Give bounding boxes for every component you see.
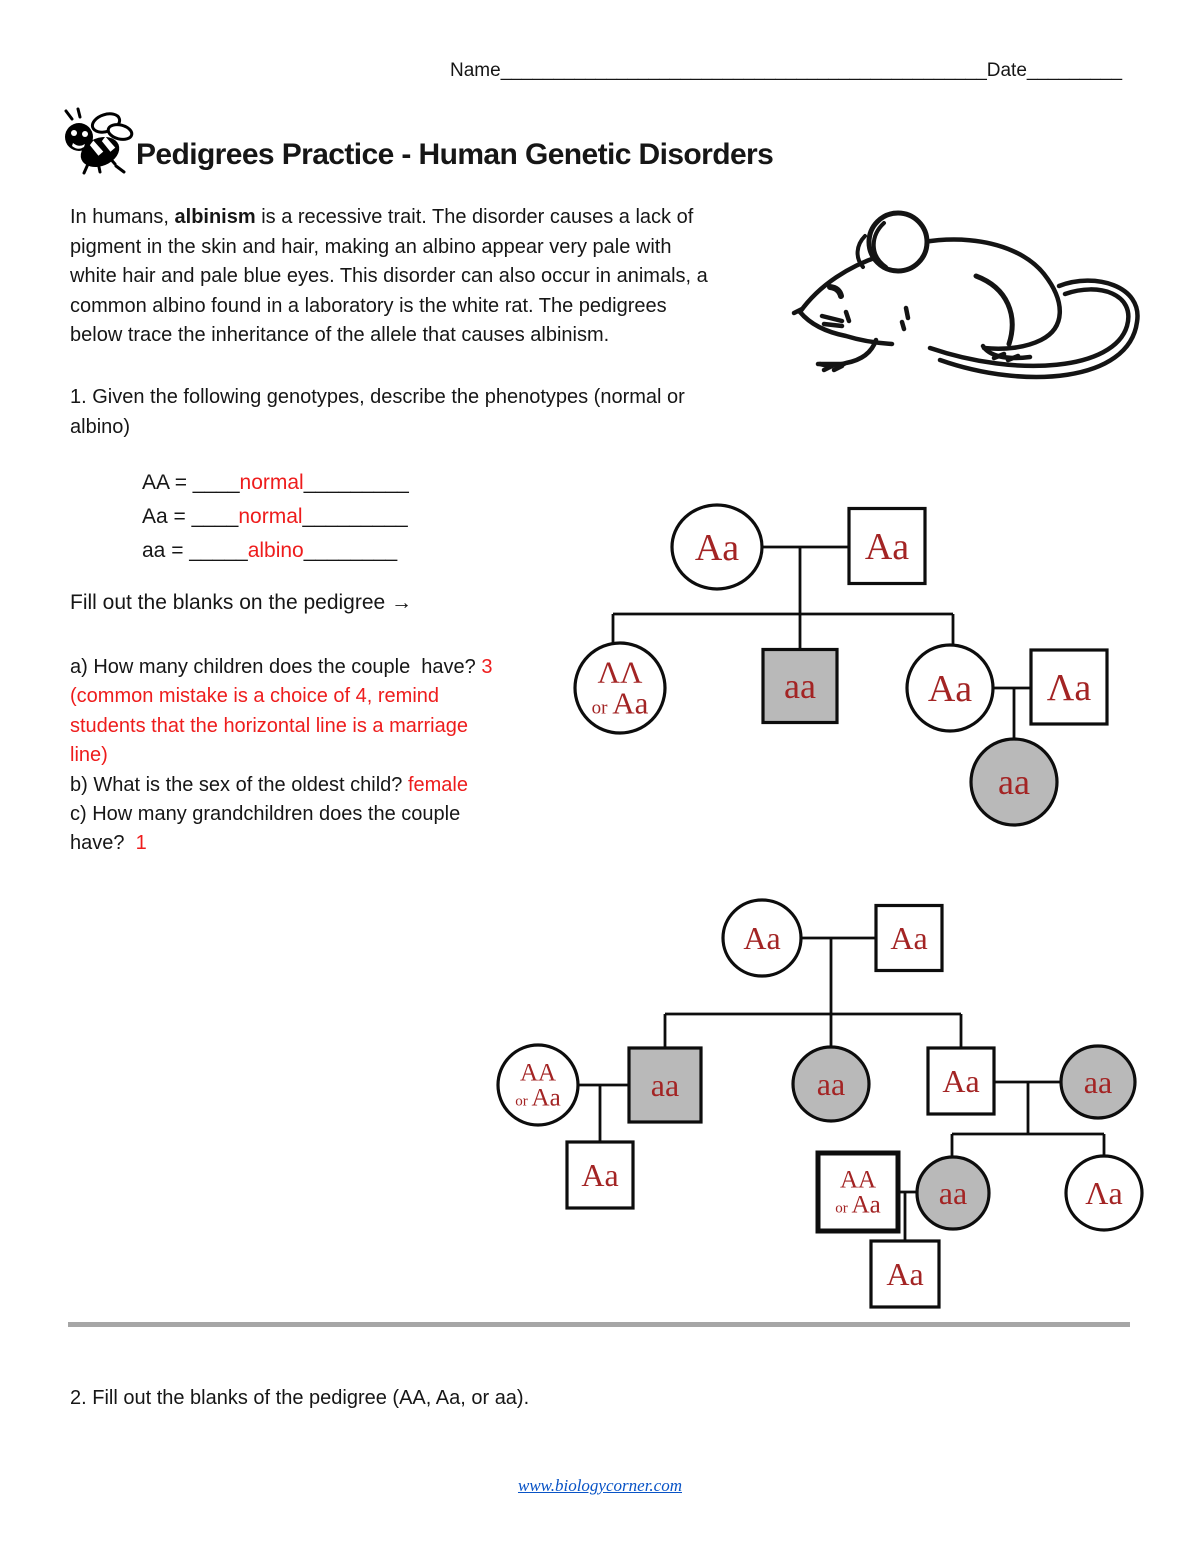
pedigree-node-label: aa — [1083, 1063, 1113, 1100]
intro-paragraph: In humans, albinism is a recessive trait. The disorder causes a lack of pigment in the skin and hair, making an albino appear very pale with white hair and pale blue eyes. This disorder can also occur in animals, a common albino found in a laboratory is the white rat. The pedigrees below trace the inheritance of the allele that causes albinism. — [70, 206, 708, 347]
pedigree-node-label: AA — [519, 1059, 557, 1087]
pedigree-node-label: aa — [816, 1065, 846, 1102]
pedigree-node-label: Aa — [694, 526, 740, 569]
biologycorner-link[interactable]: www.biologycorner.com — [517, 1476, 682, 1495]
pedigree-node-label: Aa — [927, 667, 973, 710]
pedigree-node-label: aa — [650, 1066, 680, 1103]
fill-blanks-instruction: Fill out the blanks on the pedigree → — [70, 591, 413, 614]
pedigree-node-label: aa — [998, 762, 1030, 803]
question-1: 1. Given the following genotypes, describe the phenotypes (normal or albino) — [70, 386, 685, 438]
pedigree-node-label: Λa — [1085, 1174, 1123, 1211]
question-2: 2. Fill out the blanks of the pedigree (AA, Aa, or aa). — [70, 1387, 530, 1409]
pedigree-node-label: AA — [839, 1166, 877, 1194]
pedigree-node-label: Aa — [890, 919, 928, 956]
pedigree-node-label: Aa — [886, 1255, 924, 1292]
pedigree-node-label: Aa — [581, 1156, 619, 1193]
genotype-answers: AA = ____normal_________ Aa = ____normal_________ aa = _____albino________ — [142, 471, 409, 562]
name-date-line: Name______________________________________________Date_________ — [450, 60, 1123, 81]
pedigree-node-label: or Aa — [835, 1191, 881, 1219]
pedigree-2 — [498, 900, 1142, 1307]
section-divider — [68, 1322, 1130, 1327]
pedigree-node-label: ΛΛ — [597, 654, 643, 690]
pedigree-node-label: aa — [784, 666, 816, 707]
pedigree-node-label: Λa — [1046, 666, 1092, 709]
footer — [0, 1476, 1200, 1496]
pedigree-node-label: aa — [938, 1174, 968, 1211]
pedigree-node-label: Aa — [864, 525, 910, 568]
pedigree-node-label: Aa — [942, 1062, 980, 1099]
pedigree-node-label: or Aa — [591, 685, 649, 721]
page-title: Pedigrees Practice - Human Genetic Disorders — [136, 138, 774, 171]
pedigree-1 — [575, 505, 1107, 825]
pedigree-node-label: or Aa — [515, 1084, 561, 1112]
pedigree-node-label: Aa — [743, 919, 781, 956]
questions-abc: a) How many children does the couple have? 3 (common mistake is a choice of 4, remind students that the horizontal line is a marriage line) b) What is the sex of the oldest child? female c) How many grandchildren does the couple have? 1 — [70, 656, 493, 855]
